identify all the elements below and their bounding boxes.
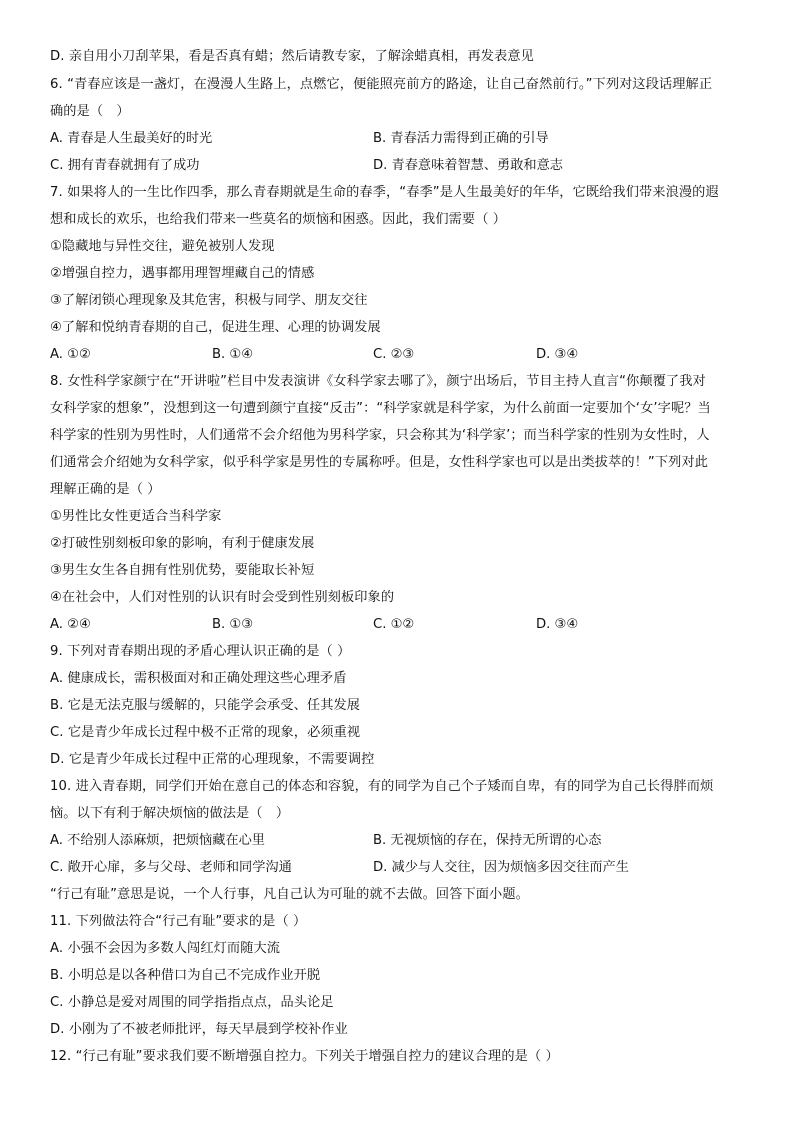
q6-option-c: C. 拥有青春就拥有了成功 (50, 158, 200, 173)
q8-statement-4: ④在社会中，人们对性别的认识有时会受到性别刻板印象的 (50, 590, 395, 605)
q11-option-c: C. 小静总是爱对周围的同学指指点点，品头论足 (50, 995, 334, 1010)
q8-option-c: C. ①② (373, 617, 415, 632)
q7-option-c: C. ②③ (373, 347, 415, 362)
q5-option-d: D. 亲自用小刀刮苹果，看是否真有蜡；然后请教专家，了解涂蜡真相，再发表意见 (50, 49, 534, 64)
q8-statement-1: ①男性比女性更适合当科学家 (50, 509, 222, 524)
q8-option-a: A. ②④ (50, 617, 91, 632)
q9-option-d: D. 它是青少年成长过程中正常的心理现象，不需要调控 (50, 752, 375, 767)
q8-stem-line4: 们通常会介绍她为女科学家，似乎科学家是男性的专属称呼。但是，女性科学家也可以是出类拔萃的！”下列对此 (50, 455, 709, 470)
q6-stem-line2: 确的是（ ） (50, 104, 130, 119)
q10-option-b: B. 无视烦恼的存在，保持无所谓的心态 (373, 833, 602, 848)
q8-stem-line3: 科学家的性别为男性时，人们通常不会介绍他为男科学家，只会称其为‘科学家’；而当科学家的性别为女性时，人 (50, 428, 710, 443)
q6-option-a: A. 青春是人生最美好的时光 (50, 131, 213, 146)
q7-statement-1: ①隐藏地与异性交往，避免被别人发现 (50, 239, 275, 254)
q8-statement-2: ②打破性别刻板印象的影响，有利于健康发展 (50, 536, 315, 551)
q7-statement-2: ②增强自控力，遇事都用理智埋藏自己的情感 (50, 266, 315, 281)
q9-option-b: B. 它是无法克服与缓解的，只能学会承受、任其发展 (50, 698, 361, 713)
q7-stem-line2: 想和成长的欢乐，也给我们带来一些莫名的烦恼和困惑。因此，我们需要（ ） (50, 212, 507, 227)
q7-option-d: D. ③④ (536, 347, 579, 362)
q7-option-b: B. ①④ (212, 347, 254, 362)
shared-stem-intro: “行己有耻”意思是说，一个人行事，凡自己认为可耻的就不去做。回答下面小题。 (50, 887, 529, 902)
q9-option-c: C. 它是青少年成长过程中极不正常的现象，必须重视 (50, 725, 361, 740)
q7-statement-3: ③了解闭锁心理现象及其危害，积极与同学、朋友交往 (50, 293, 368, 308)
q8-stem-line2: 女科学家的想象”，没想到这一句遭到颜宁直接“反击”：“科学家就是科学家，为什么前面一定要加个‘女’字呢？当 (50, 401, 711, 416)
q7-option-a: A. ①② (50, 347, 91, 362)
q6-option-d: D. 青春意味着智慧、勇敢和意志 (373, 158, 563, 173)
q10-stem-line2: 恼。以下有利于解决烦恼的做法是（ ） (50, 806, 290, 821)
q11-option-a: A. 小强不会因为多数人闯红灯而随大流 (50, 941, 281, 956)
q7-statement-4: ④了解和悦纳青春期的自己，促进生理、心理的协调发展 (50, 320, 381, 335)
q10-option-d: D. 减少与人交往，因为烦恼多因交往而产生 (373, 860, 629, 875)
q10-stem-line1: 10. 进入青春期，同学们开始在意自己的体态和容貌，有的同学为自己个子矮而自卑，有的同学为自己长得胖而烦 (50, 779, 714, 794)
q12-stem: 12. “行己有耻”要求我们要不断增强自控力。下列关于增强自控力的建议合理的是（ ） (50, 1049, 559, 1064)
q9-stem: 9. 下列对青春期出现的矛盾心理认识正确的是（ ） (50, 644, 351, 659)
q10-option-a: A. 不给别人添麻烦，把烦恼藏在心里 (50, 833, 265, 848)
q8-option-b: B. ①③ (212, 617, 254, 632)
q10-option-c: C. 敞开心扉，多与父母、老师和同学沟通 (50, 860, 292, 875)
q6-option-b: B. 青春活力需得到正确的引导 (373, 131, 549, 146)
q6-stem-line1: 6. “青春应该是一盏灯，在漫漫人生路上，点燃它，便能照亮前方的路途，让自己奋然前行。”下列对这段话理解正 (50, 77, 713, 92)
q9-option-a: A. 健康成长，需积极面对和正确处理这些心理矛盾 (50, 671, 347, 686)
q8-stem-line1: 8. 女性科学家颜宁在“开讲啦”栏目中发表演讲《女科学家去哪了》，颜宁出场后，节目主持人直言“你颠覆了我对 (50, 374, 706, 389)
q8-stem-line5: 理解正确的是（ ） (50, 482, 161, 497)
q11-option-b: B. 小明总是以各种借口为自己不完成作业开脱 (50, 968, 321, 983)
q11-option-d: D. 小刚为了不被老师批评，每天早晨到学校补作业 (50, 1022, 348, 1037)
q11-stem: 11. 下列做法符合“行己有耻”要求的是（ ） (50, 914, 307, 929)
q8-option-d: D. ③④ (536, 617, 579, 632)
q8-statement-3: ③男生女生各自拥有性别优势，要能取长补短 (50, 563, 315, 578)
q7-stem-line1: 7. 如果将人的一生比作四季，那么青春期就是生命的春季，“春季”是人生最美好的年华，它既给我们带来浪漫的遐 (50, 185, 719, 200)
